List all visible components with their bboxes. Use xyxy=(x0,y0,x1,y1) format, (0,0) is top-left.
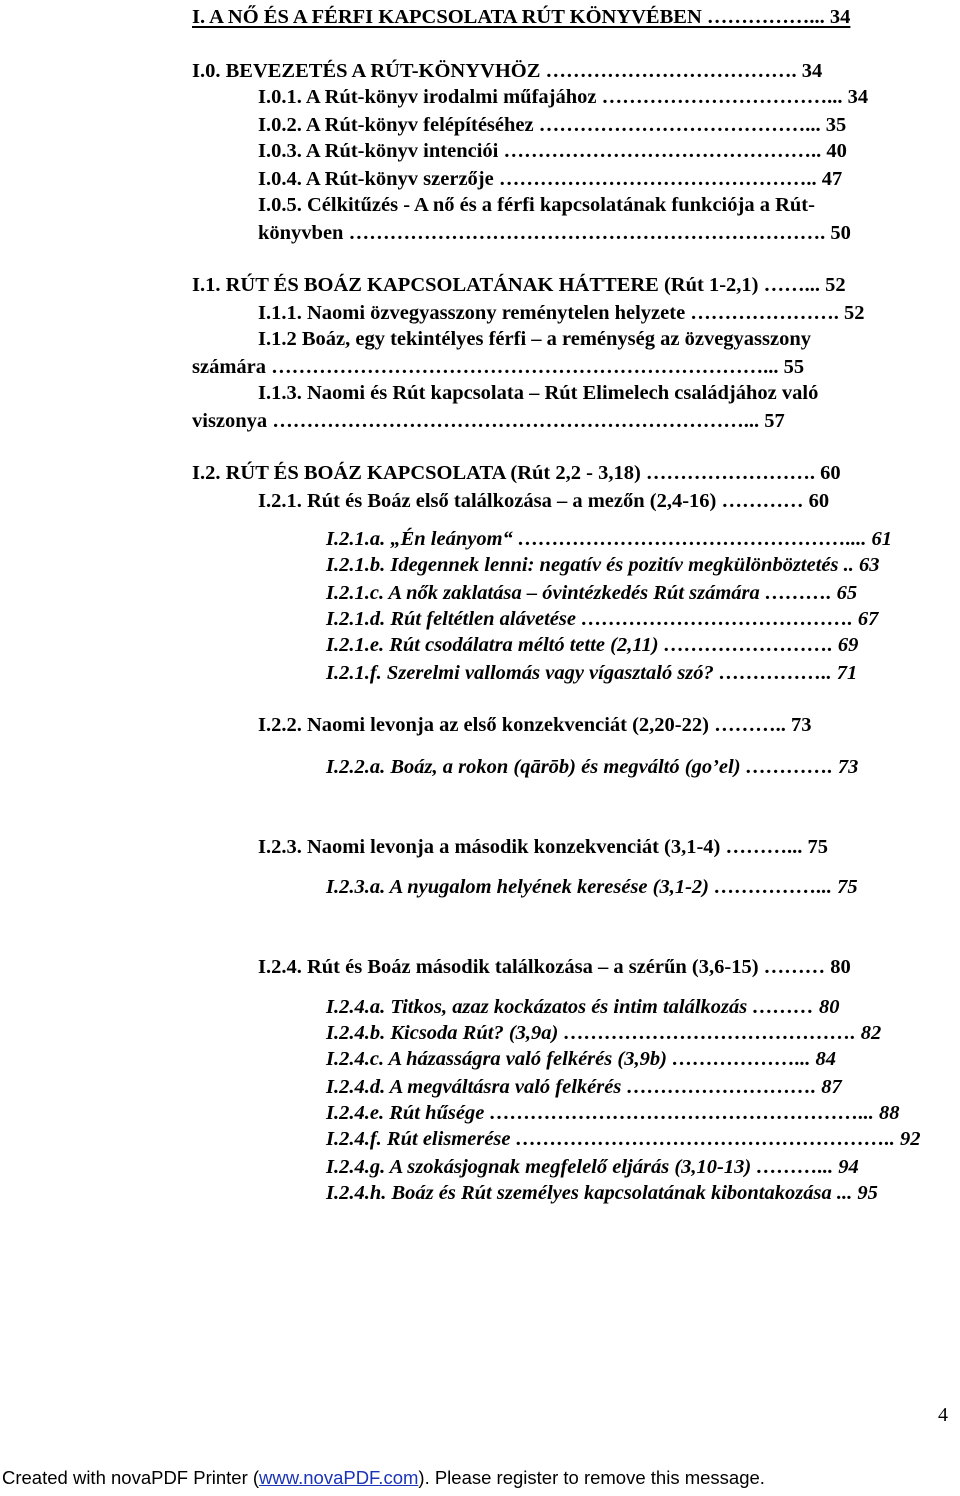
toc-entry: I.2.4.f. Rút elismerése ……………………………………………….. 92 xyxy=(326,1128,921,1150)
toc-entry: I.1.2 Boáz, egy tekintélyes férfi – a reménység az özvegyasszony xyxy=(258,328,811,350)
novapdf-link[interactable]: www.novaPDF.com xyxy=(259,1467,419,1488)
toc-entry: I.2.3. Naomi levonja a második konzekvenciát (3,1-4) ………... 75 xyxy=(258,836,829,858)
toc-entry: I.2.2.a. Boáz, a rokon (qārōb) és megváltó (go’el) …………. 73 xyxy=(326,756,859,778)
toc-entry: I.2.4.d. A megváltásra való felkérés ………………………. 87 xyxy=(326,1076,842,1098)
toc-entry: I.2.1.e. Rút csodálatra méltó tette (2,11) ……………………. 69 xyxy=(326,634,859,656)
print-footer xyxy=(2,1467,765,1489)
toc-entry: I.2.1.f. Szerelmi vallomás vagy vígasztaló szó? …………….. 71 xyxy=(326,662,858,684)
toc-entry: I.2.1.c. A nők zaklatása – óvintézkedés Rút számára ………. 65 xyxy=(326,582,858,604)
toc-entry: könyvben ……………………………………………………………. 50 xyxy=(258,222,851,244)
toc-entry: I.2.4.b. Kicsoda Rút? (3,9a) ……………………………………. 82 xyxy=(326,1022,882,1044)
toc-entry: I.0.4. A Rút-könyv szerzője ……………………………………….. 47 xyxy=(258,168,843,190)
toc-entry: I.0.2. A Rút-könyv felépítéséhez …………………………………... 35 xyxy=(258,114,847,136)
toc-entry: I.2.4.a. Titkos, azaz kockázatos és intim találkozás ……… 80 xyxy=(326,996,840,1018)
toc-entry: I.1. RÚT ÉS BOÁZ KAPCSOLATÁNAK HÁTTERE (Rút 1-2,1) ……... 52 xyxy=(192,274,846,296)
toc-entry: I.2.4.g. A szokásjognak megfelelő eljárás (3,10-13) ………... 94 xyxy=(326,1156,859,1178)
toc-entry: I.1.3. Naomi és Rút kapcsolata – Rút Elimelech családjához való xyxy=(258,382,819,404)
toc-entry: I.1.1. Naomi özvegyasszony reménytelen helyzete …………………. 52 xyxy=(258,302,865,324)
toc-entry: I.0. BEVEZETÉS A RÚT-KÖNYVHÖZ ………………………………. 34 xyxy=(192,60,823,82)
toc-entry: I. A NŐ ÉS A FÉRFI KAPCSOLATA RÚT KÖNYVÉBEN ……………... 34 xyxy=(192,6,851,28)
page-number: 4 xyxy=(938,1404,948,1426)
footer-text-before: Created with novaPDF Printer ( xyxy=(2,1467,260,1488)
toc-entry: I.0.3. A Rút-könyv intenciói ……………………………………….. 40 xyxy=(258,140,847,162)
toc-entry: I.2.4. Rút és Boáz második találkozása – a szérűn (3,6-15) ……… 80 xyxy=(258,956,851,978)
toc-entry: I.2.2. Naomi levonja az első konzekvenciát (2,20-22) ……….. 73 xyxy=(258,714,812,736)
toc-entry: I.2.4.e. Rút hűsége ………………………………………………... 88 xyxy=(326,1102,900,1124)
toc-entry: számára ………………………………………………………………... 55 xyxy=(192,356,805,378)
toc-entry: viszonya ……………………………………………………………... 57 xyxy=(192,410,785,432)
toc-entry: I.2.1.a. „Én leányom“ ………………………………………….... 61 xyxy=(326,528,893,550)
toc-entry: I.2. RÚT ÉS BOÁZ KAPCSOLATA (Rút 2,2 - 3,18) ……………………. 60 xyxy=(192,462,841,484)
toc-entry: I.0.1. A Rút-könyv irodalmi műfajához ……………………………... 34 xyxy=(258,86,869,108)
toc-entry: I.2.1.b. Idegennek lenni: negatív és pozitív megkülönböztetés .. 63 xyxy=(326,554,880,576)
toc-entry: I.2.1.d. Rút feltétlen alávetése …………………………………. 67 xyxy=(326,608,879,630)
toc-entry: I.0.5. Célkitűzés - A nő és a férfi kapcsolatának funkciója a Rút- xyxy=(258,194,815,216)
toc-entry: I.2.3.a. A nyugalom helyének keresése (3,1-2) ……………... 75 xyxy=(326,876,858,898)
toc-entry: I.2.4.h. Boáz és Rút személyes kapcsolatának kibontakozása ... 95 xyxy=(326,1182,878,1204)
footer-text-after: ). Please register to remove this message. xyxy=(418,1467,765,1488)
toc-entry: I.2.1. Rút és Boáz első találkozása – a mezőn (2,4-16) ………… 60 xyxy=(258,490,830,512)
toc-entry: I.2.4.c. A házasságra való felkérés (3,9b) ………………... 84 xyxy=(326,1048,837,1070)
